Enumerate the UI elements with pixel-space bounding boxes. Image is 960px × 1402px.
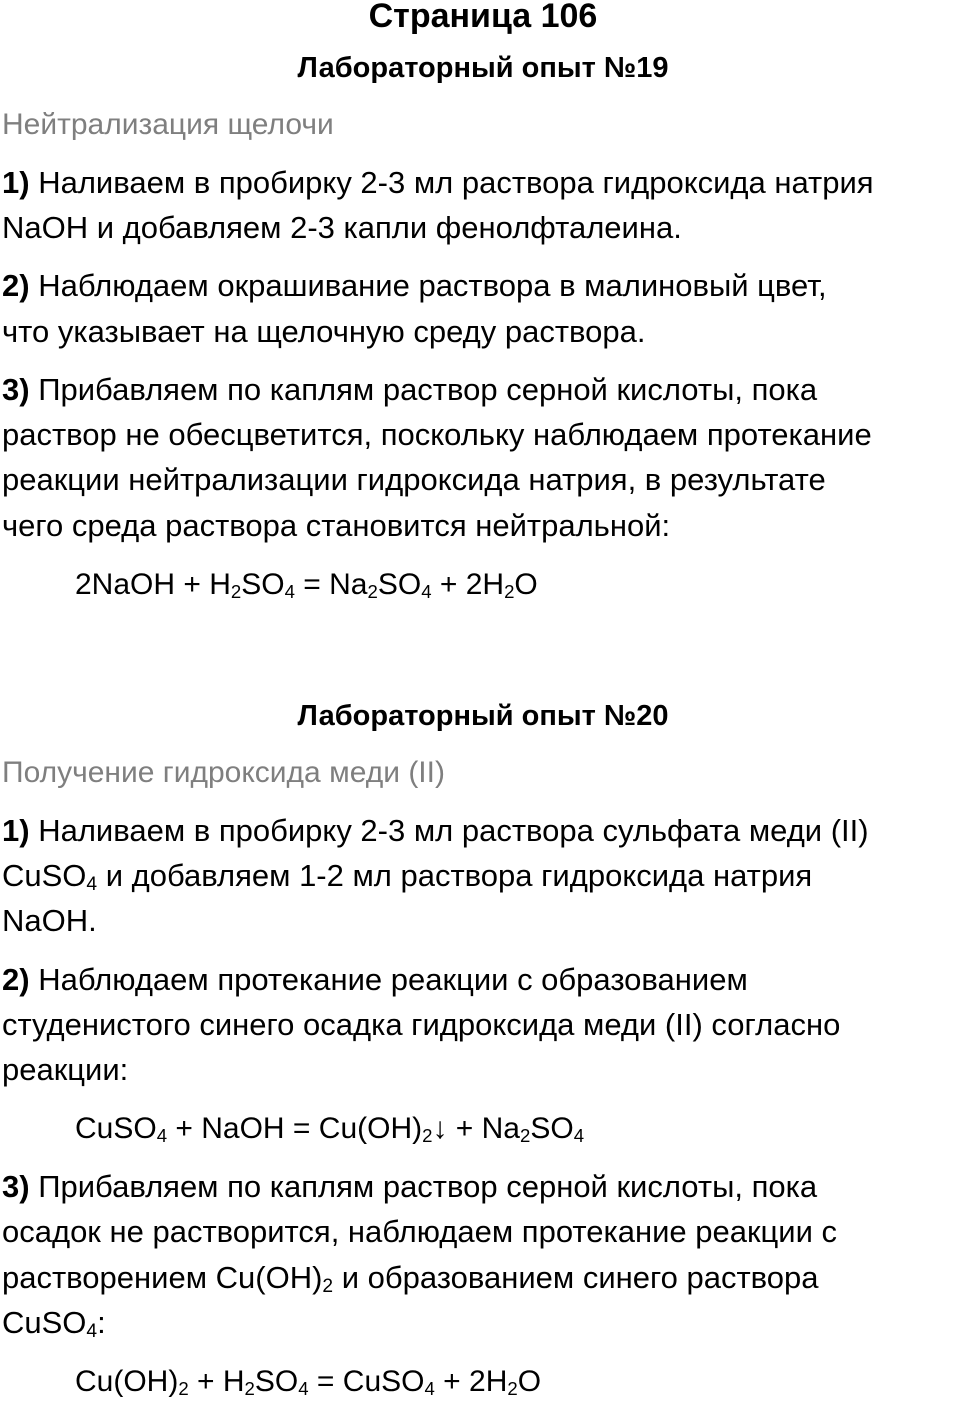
section-heading-19: Лабораторный опыт №19 [297,52,669,84]
step-line: чего среда раствора становится нейтральной: [2,508,671,543]
step-line [2,811,869,851]
step-line [2,266,827,306]
step-number: 2) [2,268,30,303]
step-line [2,960,748,1000]
step-number: 3) [2,372,30,407]
step-number: 2) [2,962,30,997]
step-line [2,163,874,203]
step-number: 1) [2,813,30,848]
step-line [2,1167,817,1207]
step-text: Наблюдаем окрашивание раствора в малиновый цвет, [29,268,827,303]
step-line: что указывает на щелочную среду раствора. [2,314,646,349]
step-text: Наливаем в пробирку 2-3 мл раствора сульфата меди (II) [29,813,869,848]
step-line: CuSO$_4$ и добавляем 1-2 мл раствора гидроксида натрия [2,858,813,896]
step-line: осадок не растворится, наблюдаем протекание реакции с [2,1214,838,1249]
chemical-equation: 2NaOH + $H_2SO_4 = Na_2SO_4 + 2H_2O$ [75,568,538,603]
step-line: NaOH. [2,903,97,938]
step-line [2,370,817,410]
chemical-equation: CuSO$_4$ + NaOH = $Cu(OH)_2↓ + Na_2SO_4$ [75,1112,585,1147]
section-subtitle-19: Нейтрализация щелочи [2,108,334,141]
section-subtitle-20: Получение гидроксида меди (II) [2,756,445,789]
step-line: NaOH и добавляем 2-3 капли фенолфталеина. [2,210,682,245]
step-line: реакции нейтрализации гидроксида натрия, в результате [2,462,826,497]
section-heading-20: Лабораторный опыт №20 [297,700,669,732]
step-number: 1) [2,165,30,200]
step-line: CuSO$_4$: [2,1305,106,1343]
step-line: реакции: [2,1052,129,1087]
step-number: 3) [2,1169,30,1204]
chemical-equation: $Cu(OH)_2 + H_2SO_4$ = CuSO$_4$ + $2H_2O$ [75,1365,542,1400]
step-text: Прибавляем по каплям раствор серной кислоты, пока [29,372,818,407]
step-text: Наблюдаем протекание реакции с образованием [29,962,748,997]
step-line: студенистого синего осадка гидроксида меди (II) согласно [2,1007,841,1042]
step-line: раствор не обесцветится, поскольку наблюдаем протекание [2,417,872,452]
step-text: Прибавляем по каплям раствор серной кислоты, пока [29,1169,818,1204]
page-title: Страница 106 [368,0,598,35]
step-line: растворением $Cu(OH)_2$ и образованием синего раствора [2,1260,819,1298]
step-text: Наливаем в пробирку 2-3 мл раствора гидроксида натрия [29,165,874,200]
